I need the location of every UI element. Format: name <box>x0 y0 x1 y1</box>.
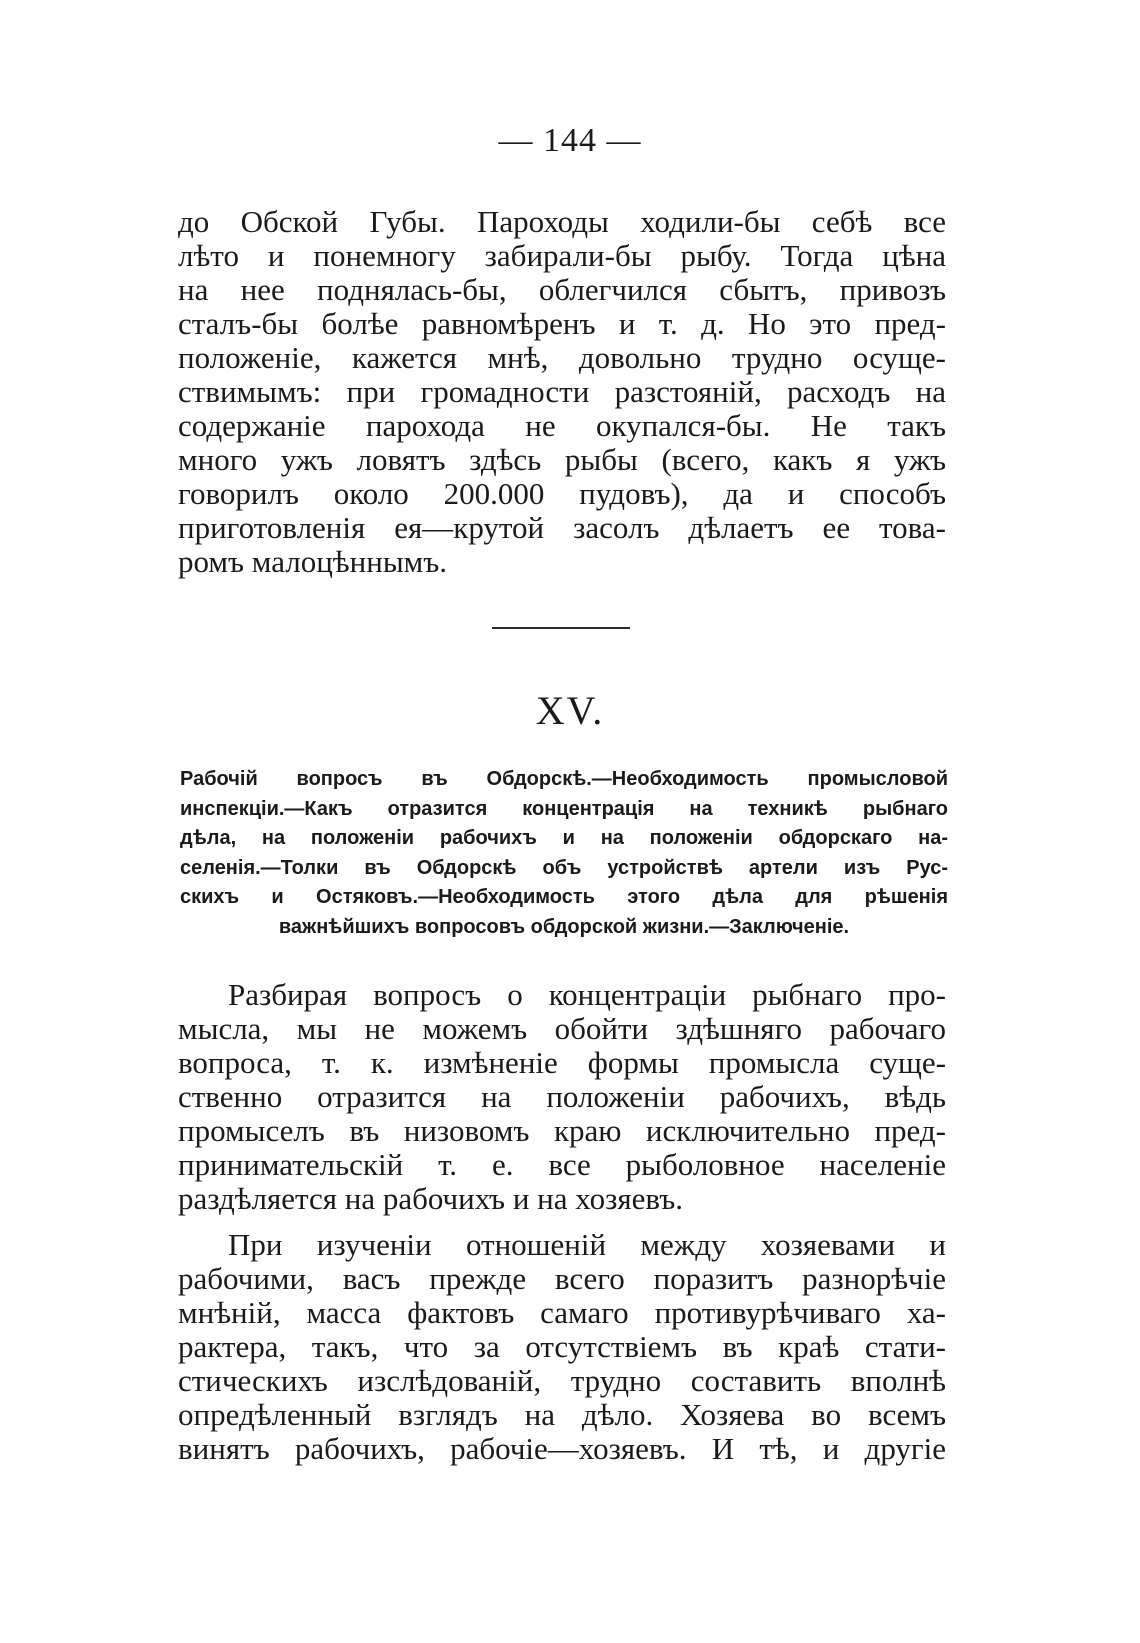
text-line: мнѣнiй, масса фактовъ самаго противурѣчиваго ха- <box>178 1296 946 1330</box>
text-line: положенiе, кажется мнѣ, довольно трудно осуще- <box>178 341 946 375</box>
summary-line: инспекцiи.—Какъ отразится концентрацiя на техникѣ рыбнаго <box>180 797 948 820</box>
text-line: ственно отразится на положенiи рабочихъ, вѣдь <box>178 1080 946 1114</box>
text-line: лѣто и понемногу забирали-бы рыбу. Тогда цѣна <box>178 239 946 273</box>
text-line: сталъ-бы болѣе равномѣренъ и т. д. Но это пред- <box>178 307 946 341</box>
text-line: на нее поднялась-бы, облегчился сбытъ, привозъ <box>178 273 946 307</box>
summary-line: селенiя.—Толки въ Обдорскѣ объ устройствѣ артели изъ Рус- <box>180 856 948 879</box>
text-line: вопроса, т. к. измѣненiе формы промысла суще- <box>178 1046 946 1080</box>
paragraph <box>178 978 946 1216</box>
text-line: Разбирая вопросъ о концентрацiи рыбнаго про- <box>228 978 946 1012</box>
text-line: принимательскiй т. е. все рыболовное населенiе <box>178 1148 946 1182</box>
text-line: раздѣляется на рабочихъ и на хозяевъ. <box>178 1182 684 1216</box>
text-line: При изученiи отношенiй между хозяевами и <box>228 1228 946 1262</box>
text-line: много ужъ ловятъ здѣсь рыбы (всего, какъ я ужъ <box>178 443 946 477</box>
chapter-summary <box>180 765 948 942</box>
text-line: винятъ рабочихъ, рабочiе—хозяевъ. И тѣ, и другiе <box>178 1432 946 1466</box>
paragraph <box>178 1228 946 1466</box>
text-line: приготовленiя ея—крутой засолъ дѣлаетъ ее това- <box>178 511 946 545</box>
section-divider <box>492 627 630 629</box>
page-number: — 144 — <box>498 122 642 159</box>
text-line: стическихъ изслѣдованiй, трудно составить вполнѣ <box>178 1364 946 1398</box>
text-line: до Обской Губы. Пароходы ходили-бы себѣ все <box>178 205 946 239</box>
summary-line: дѣла, на положенiи рабочихъ и на положенiи обдорскаго на- <box>180 827 948 849</box>
summary-line: важнѣйшихъ вопросовъ обдорской жизни.—Заключенiе. <box>278 915 850 938</box>
text-line: говорилъ около 200.000 пудовъ), да и способъ <box>178 477 946 511</box>
text-line: ромъ малоцѣннымъ. <box>178 545 448 579</box>
text-line: промыселъ въ низовомъ краю исключительно пред- <box>178 1114 946 1148</box>
text-line: содержанiе парохода не окупался-бы. Не такъ <box>178 409 946 443</box>
text-line: мысла, мы не можемъ обойти здѣшняго рабочаго <box>178 1012 946 1046</box>
text-line: ствимымъ: при громадности разстоянiй, расходъ на <box>178 375 946 409</box>
summary-line: скихъ и Остяковъ.—Необходимость этого дѣла для рѣшенiя <box>180 886 948 908</box>
text-line: опредѣленный взглядъ на дѣло. Хозяева во всемъ <box>178 1398 946 1432</box>
text-line: рабочими, васъ прежде всего поразитъ разнорѣчiе <box>178 1262 946 1296</box>
summary-line: Рабочiй вопросъ въ Обдорскѣ.—Необходимость промысловой <box>180 768 948 790</box>
paragraph-continuation <box>178 205 946 579</box>
chapter-number: XV. <box>535 688 605 733</box>
text-line: рактера, такъ, что за отсутствiемъ въ краѣ стати- <box>178 1330 946 1364</box>
